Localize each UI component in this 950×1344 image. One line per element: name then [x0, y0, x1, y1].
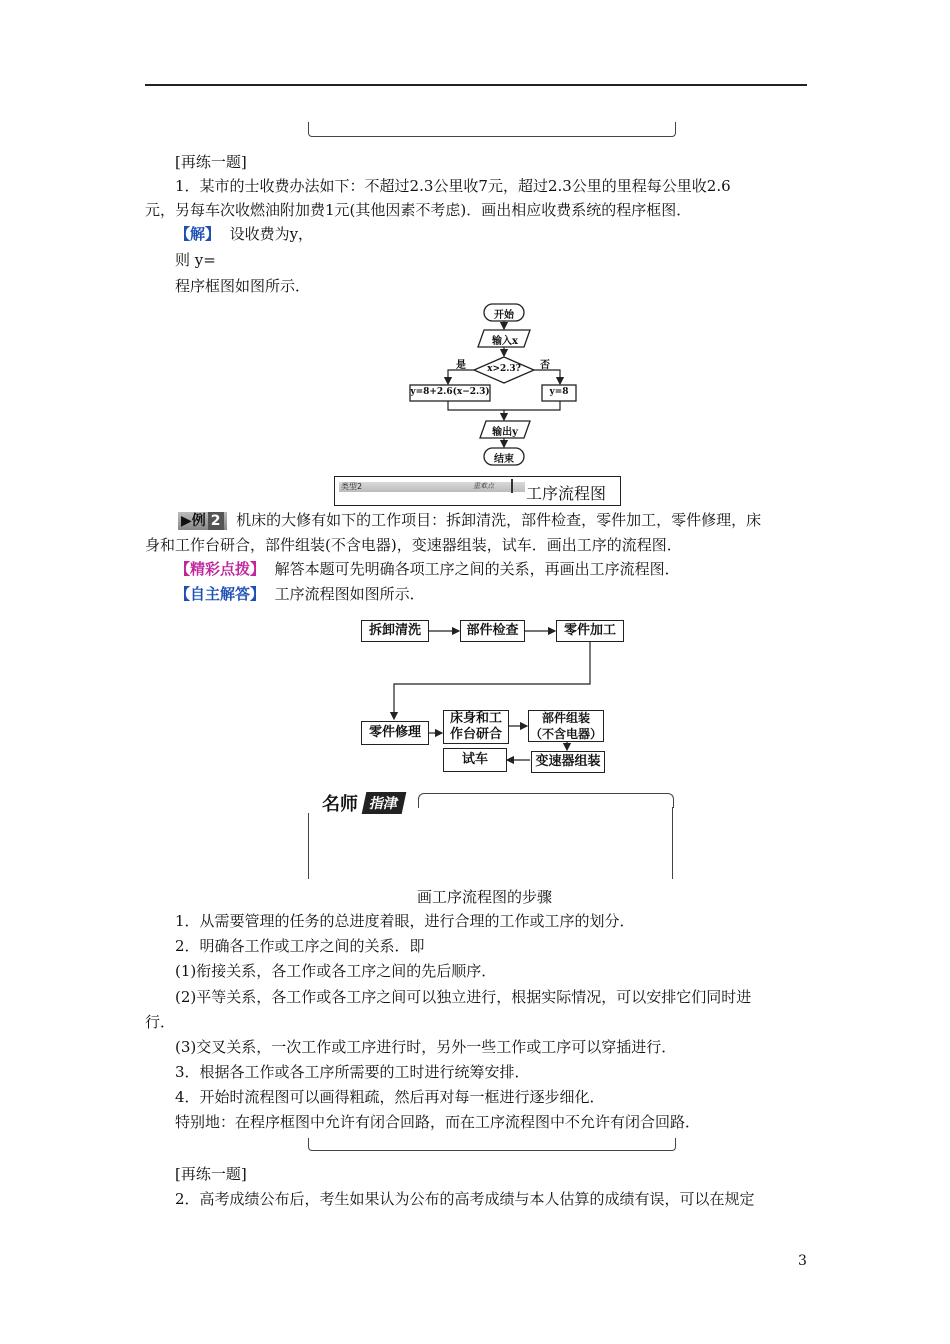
- fc1-yes-label: 是: [456, 360, 466, 371]
- teacher-box: [308, 793, 675, 879]
- step-1: 1．从需要管理的任务的总进度着眼，进行合理的工作或工序的划分．: [175, 912, 635, 930]
- fc1-decision-label: x>2.3?: [487, 364, 521, 374]
- type-banner: [334, 476, 621, 506]
- hint-tag: 【精彩点拨】: [175, 560, 266, 578]
- fc2-step-inspect: 部件检查: [460, 620, 525, 642]
- type-banner-strip: [339, 482, 525, 492]
- fc2-bed-lapping-line2: 作台研合: [449, 727, 502, 742]
- fc2-assembly-line2: （不含电器）: [529, 727, 602, 741]
- step-2-2: (2)平等关系，各工作或各工序之间可以独立进行，根据实际情况，可以安排它们同时进: [175, 988, 752, 1006]
- fc1-start-label: 开始: [494, 310, 514, 321]
- step-2-3: (3)交叉关系，一次工作或工序进行时，另外一些工作或工序可以穿插进行．: [175, 1038, 677, 1056]
- practice1-question-line1: 1．某市的士收费办法如下：不超过2.3公里收7元，超过2.3公里的里程每公里收2.6: [175, 177, 731, 195]
- then-text: 则 y=: [175, 251, 216, 269]
- step-2: 2．明确各工作或工序之间的关系．即: [175, 937, 425, 955]
- fc2-step-gearbox: 变速器组装: [531, 751, 605, 773]
- type-banner-tag: 类型2: [341, 482, 363, 491]
- step-2-2-cont: 行．: [145, 1013, 176, 1031]
- fc1-no-label: 否: [540, 360, 550, 371]
- example2-badge: ▶例 2: [178, 512, 227, 530]
- figure-note: 程序框图如图所示．: [175, 277, 311, 295]
- practice1-label: [再练一题]: [175, 153, 247, 171]
- example2-line1: [178, 508, 843, 532]
- example2-line2: 身和工作台研合，部件组装(不含电器)，变速器组装，试车．画出工序的流程图．: [145, 536, 682, 554]
- fc2-assembly-line1: 部件组装: [541, 711, 590, 725]
- teacher-label-b: 指津: [362, 792, 407, 814]
- teacher-box-top-edge: [418, 793, 674, 808]
- teacher-box-right-edge: [672, 807, 673, 879]
- practice2-label: [再练一题]: [175, 1165, 247, 1183]
- fc2-step-machining: 零件加工: [556, 620, 624, 642]
- type-banner-title: 工序流程图: [526, 484, 607, 503]
- teacher-label-a: 名师: [322, 794, 358, 815]
- fc2-step-repair: 零件修理: [361, 721, 429, 745]
- fc1-yes-calc-label: y=8+2.6(x−2.3): [410, 387, 490, 397]
- fc1-no-calc-label: y=8: [549, 387, 569, 397]
- fc2-step-bed-lapping: [443, 710, 509, 744]
- fc1-input-label: 输入x: [492, 336, 518, 347]
- fc1-end-label: 结束: [494, 454, 514, 465]
- fc1-output-label: 输出y: [492, 427, 518, 438]
- step-4: 4．开始时流程图可以画得粗疏，然后再对每一框进行逐步细化．: [175, 1088, 605, 1106]
- page-number: 3: [798, 1253, 807, 1269]
- bracket-bottom-steps: [308, 1138, 676, 1151]
- example2-num: 2: [208, 512, 224, 530]
- practice1-question-line2: 元，另每车次收燃油附加费1元(其他因素不考虑)．画出相应收费系统的程序框图．: [145, 201, 692, 219]
- fc2-bed-lapping-line1: 床身和工: [449, 711, 502, 726]
- step-2-1: (1)衔接关系，各工作或各工序之间的先后顺序．: [175, 962, 497, 980]
- solution-text: 设收费为y，: [229, 225, 314, 243]
- type-banner-divider: [511, 479, 513, 493]
- example2-label: 例: [191, 513, 206, 529]
- practice2-question-line1: 2．高考成绩公布后，考生如果认为公布的高考成绩与本人估算的成绩有误，可以在规定: [175, 1190, 755, 1208]
- hint-line: [175, 557, 840, 581]
- step-special: 特别地：在程序框图中允许有闭合回路，而在工序流程图中不允许有闭合回路．: [175, 1113, 701, 1131]
- fc2-step-assembly: [528, 710, 604, 742]
- solution-tag: 【解】: [175, 225, 221, 243]
- answer-text: 工序流程图如图所示．: [274, 585, 425, 603]
- answer-line: [175, 582, 840, 606]
- step-3: 3．根据各工作或各工序所需要的工时进行统筹安排．: [175, 1063, 530, 1081]
- hint-text: 解答本题可先明确各项工序之间的关系，再画出工序流程图．: [274, 560, 680, 578]
- example2-text1: 机床的大修有如下的工作项目：拆卸清洗，部件检查，零件加工，零件修理，床: [236, 511, 762, 529]
- teacher-box-left-edge: [308, 813, 309, 879]
- type-banner-stamp: 重难点: [473, 482, 494, 490]
- fc2-step-test-run: 试车: [443, 748, 507, 772]
- teacher-box-title: 画工序流程图的步骤: [417, 888, 553, 906]
- fc2-step-disassemble: 拆卸清洗: [361, 620, 429, 642]
- answer-tag: 【自主解答】: [175, 585, 266, 603]
